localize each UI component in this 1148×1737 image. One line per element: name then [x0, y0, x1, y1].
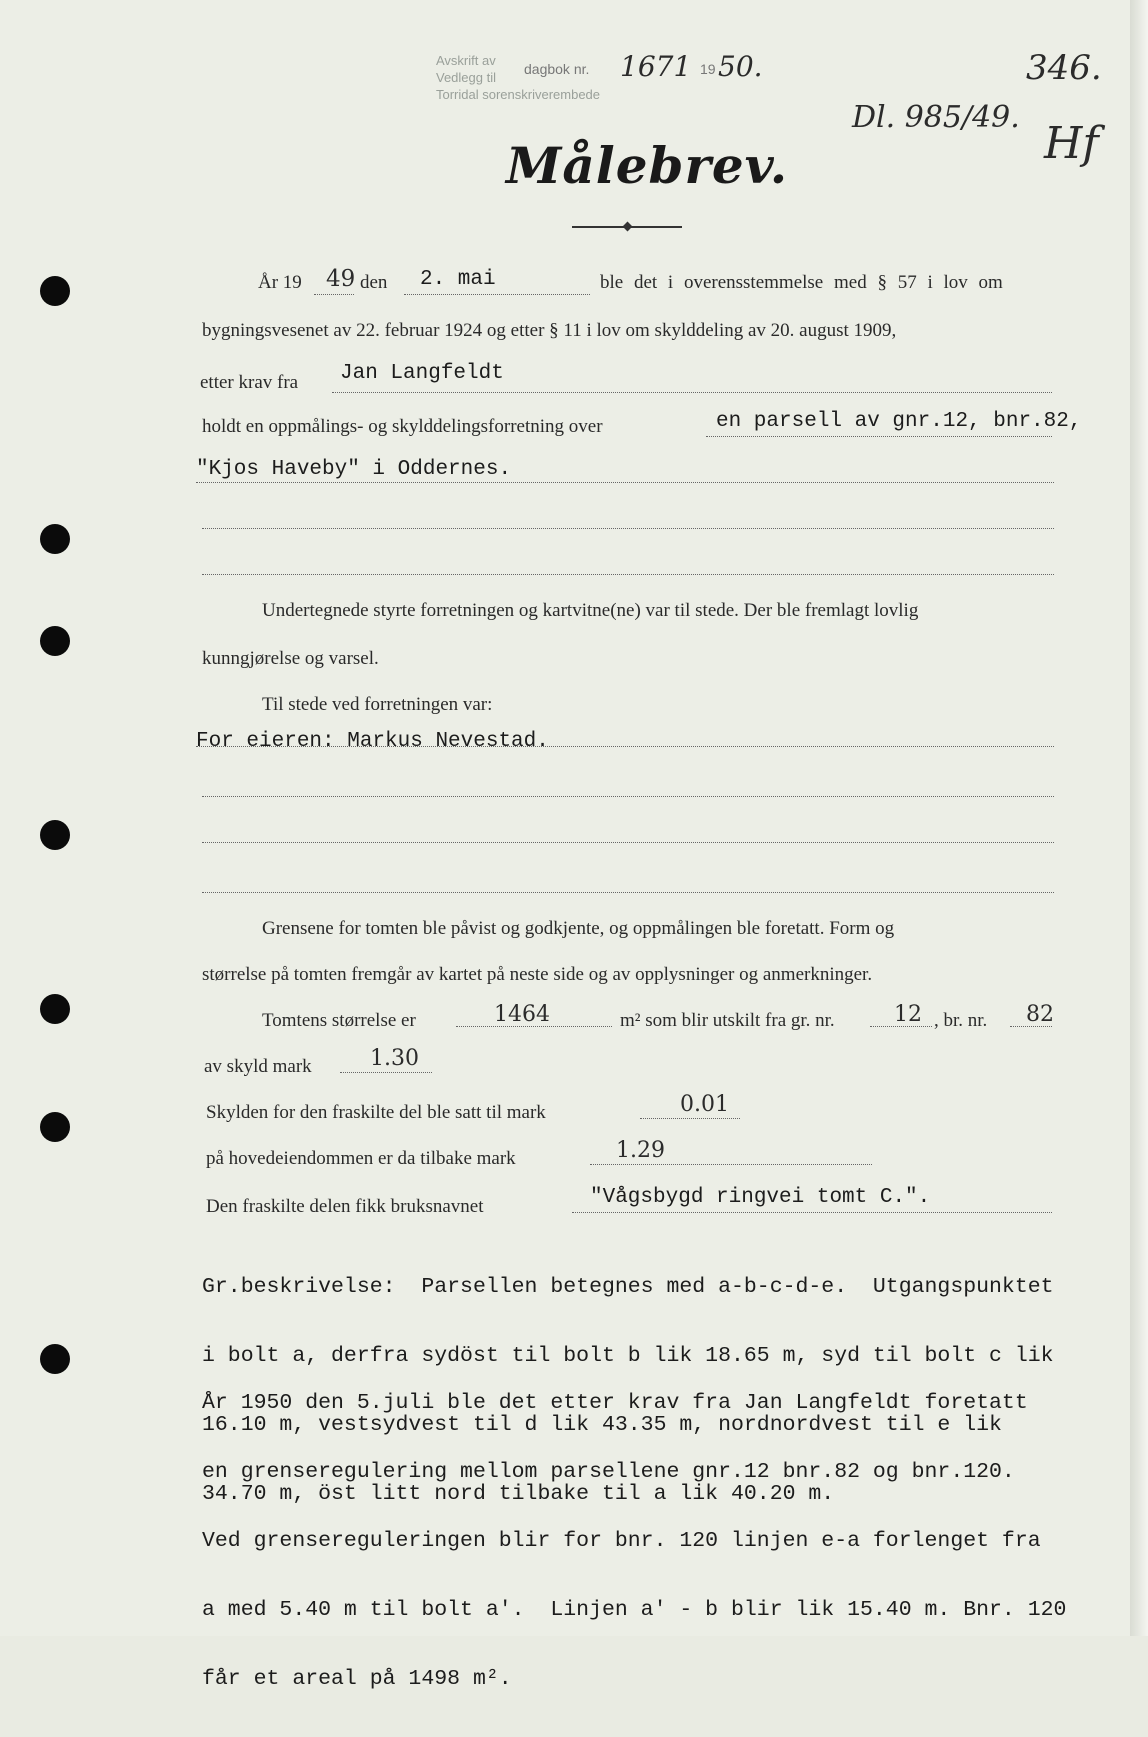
- amendment-line-3: Ved grensereguleringen blir for bnr. 120 linjen e-a forlenget fra: [202, 1529, 1041, 1553]
- hoved-label: på hovedeiendommen er da tilbake mark: [206, 1148, 516, 1169]
- present-persons: For eieren: Markus Nevestad.: [196, 730, 549, 753]
- clerk-initials: Hf: [1044, 118, 1099, 169]
- amendment-line-4: a med 5.40 m til bolt a'. Linjen a' - b blir lik 15.40 m. Bnr. 120: [202, 1598, 1067, 1622]
- punch-hole-2: [40, 524, 70, 554]
- journal-year-prefix: 19: [700, 61, 716, 77]
- description-line-4: 34.70 m, öst litt nord tilbake til a lik 40.20 m.: [202, 1482, 835, 1506]
- hoved-value: 1.29: [616, 1138, 665, 1163]
- page-edge: [1130, 0, 1148, 1636]
- year-label: År 19: [258, 272, 302, 293]
- punch-hole-7: [40, 1344, 70, 1374]
- description-line-3: 16.10 m, vestsydvest til d lik 43.35 m, nordnordvest til e lik: [202, 1413, 1002, 1437]
- description-line-2: i bolt a, derfra sydöst til bolt b lik 18.65 m, syd til bolt c lik: [202, 1344, 1054, 1368]
- amendment-line-1: År 1950 den 5.juli ble det etter krav fra Jan Langfeldt foretatt: [202, 1391, 1028, 1415]
- parcel-location: "Kjos Haveby" i Oddernes.: [196, 458, 512, 481]
- skyld-value: 1.30: [370, 1046, 419, 1071]
- journal-number: 1671: [620, 50, 692, 83]
- punch-hole-1: [40, 276, 70, 306]
- bnr-label: , br. nr.: [934, 1010, 988, 1031]
- size-value: 1464: [494, 1002, 550, 1027]
- fraskilt-label: Skylden for den fraskilte del ble satt til mark: [206, 1102, 546, 1123]
- p1-line2: bygningsvesenet av 22. februar 1924 og etter § 11 i lov om skylddeling av 20. august 1909,: [202, 320, 897, 341]
- year-value: 49: [326, 266, 356, 292]
- den-label: den: [360, 272, 388, 293]
- stamp-line-3: Torridal sorenskriverembede: [436, 87, 601, 102]
- fraskilt-value: 0.01: [680, 1092, 729, 1117]
- case-reference: Dl. 985/49.: [852, 100, 1020, 135]
- size-label: Tomtens størrelse er: [262, 1010, 416, 1031]
- p2-line1: Undertegnede styrte forretningen og kartvitne(ne) var til stede. Der ble fremlagt lovlig: [262, 600, 919, 621]
- punch-hole-5: [40, 994, 70, 1024]
- p3-line1: Grensene for tomten ble påvist og godkjente, og oppmålingen ble foretatt. Form og: [262, 918, 895, 939]
- requester-name: Jan Langfeldt: [340, 362, 504, 385]
- business-label: holdt en oppmålings- og skylddelingsforretning over: [202, 416, 603, 437]
- bruk-value: "Vågsbygd ringvei tomt C.".: [590, 1186, 931, 1209]
- stamp-line-2: Vedlegg til: [436, 70, 496, 85]
- bnr-value: 82: [1026, 1002, 1054, 1027]
- present-heading: Til stede ved forretningen var:: [262, 694, 493, 715]
- boundary-amendment: [202, 1346, 1066, 1737]
- parcel-description: en parsell av gnr.12, bnr.82,: [716, 410, 1082, 433]
- journal-label: dagbok nr.: [524, 61, 590, 77]
- p2-line2: kunngjørelse og varsel.: [202, 648, 379, 669]
- punch-hole-3: [40, 626, 70, 656]
- date-value: 2. mai: [420, 268, 496, 291]
- p3-line2: størrelse på tomten fremgår av kartet på neste side og av opplysninger og anmerkninger.: [202, 964, 873, 985]
- p1-line1-rest: ble det i overensstemmelse med § 57 i lov om: [600, 272, 1003, 293]
- document-title: Målebrev.: [506, 136, 789, 195]
- skyld-label: av skyld mark: [204, 1056, 312, 1077]
- journal-year: 50.: [718, 50, 763, 83]
- page-number: 346.: [1026, 48, 1102, 88]
- gnr-value: 12: [894, 1002, 922, 1027]
- request-label: etter krav fra: [200, 372, 299, 393]
- punch-hole-4: [40, 820, 70, 850]
- size-rest: m² som blir utskilt fra gr. nr.: [620, 1010, 835, 1031]
- amendment-line-5: får et areal på 1498 m².: [202, 1667, 512, 1691]
- punch-hole-6: [40, 1112, 70, 1142]
- bruk-label: Den fraskilte delen fikk bruksnavnet: [206, 1196, 484, 1217]
- description-line-1: Gr.beskrivelse: Parsellen betegnes med a-b-c-d-e. Utgangspunktet: [202, 1275, 1054, 1299]
- amendment-line-2: en grenseregulering mellom parsellene gnr.12 bnr.82 og bnr.120.: [202, 1460, 1015, 1484]
- stamp-line-1: Avskrift av: [436, 53, 496, 68]
- title-ornament: [572, 226, 682, 228]
